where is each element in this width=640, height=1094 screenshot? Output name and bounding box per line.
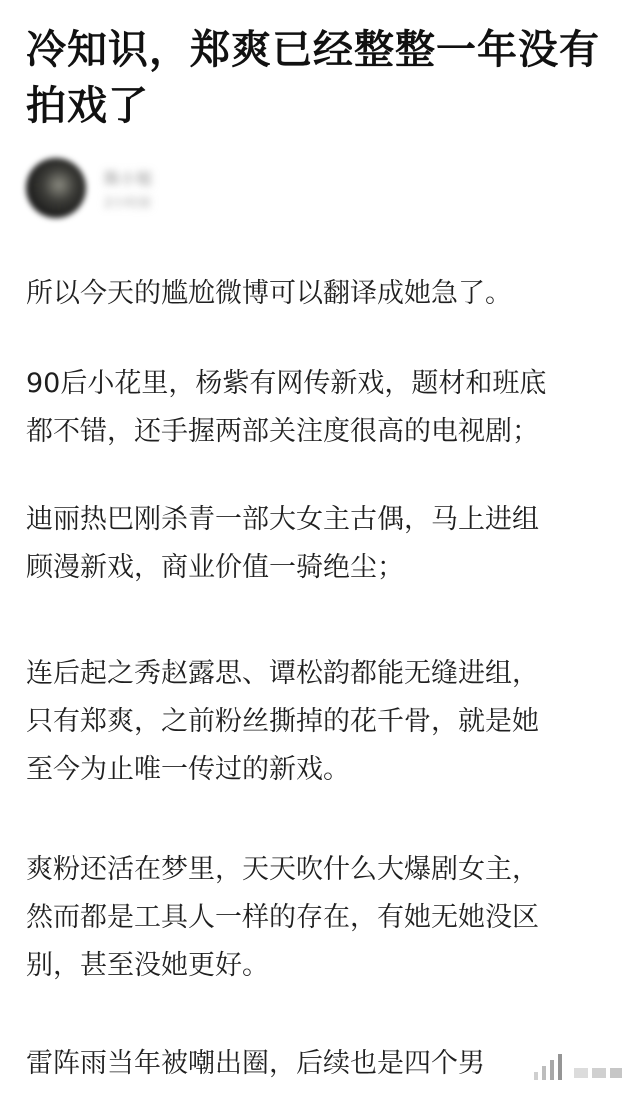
paragraph-line: 雷阵雨当年被嘲出圈，后续也是四个男 xyxy=(26,1048,485,1079)
paragraph-line: 别，甚至没她更好。 xyxy=(26,950,269,981)
paragraph-line: 90后小花里，杨紫有网传新戏，题材和班底 xyxy=(26,368,547,399)
author-row[interactable] xyxy=(26,158,326,220)
post-time: 2小时前 xyxy=(104,196,152,211)
paragraph-line: 至今为止唯一传过的新戏。 xyxy=(26,754,350,785)
article-title: 冷知识，郑爽已经整整一年没有拍戏了 xyxy=(26,27,600,129)
paragraph-4 xyxy=(26,650,616,794)
paragraph-5 xyxy=(26,846,616,990)
paragraph-line: 迪丽热巴刚杀青一部大女主古偶，马上进组 xyxy=(26,504,539,535)
paragraph-1 xyxy=(26,270,616,318)
watermark-logo-icon xyxy=(528,1046,628,1082)
watermark-overlay xyxy=(516,1044,636,1090)
paragraph-line: 顾漫新戏，商业价值一骑绝尘； xyxy=(26,552,404,583)
author-avatar[interactable] xyxy=(26,158,86,218)
paragraph-2 xyxy=(26,360,616,456)
author-name[interactable]: 陈小旭 xyxy=(104,169,153,188)
paragraph-line: 连后起之秀赵露思、谭松韵都能无缝进组， xyxy=(26,658,539,689)
paragraph-3 xyxy=(26,496,616,592)
paragraph-line: 然而都是工具人一样的存在，有她无她没区 xyxy=(26,902,539,933)
paragraph-line: 爽粉还活在梦里，天天吹什么大爆剧女主， xyxy=(26,854,539,885)
paragraph-line: 都不错，还手握两部关注度很高的电视剧； xyxy=(26,416,539,447)
paragraph-line: 只有郑爽，之前粉丝撕掉的花千骨，就是她 xyxy=(26,706,539,737)
paragraph-line: 所以今天的尴尬微博可以翻译成她急了。 xyxy=(26,278,512,309)
